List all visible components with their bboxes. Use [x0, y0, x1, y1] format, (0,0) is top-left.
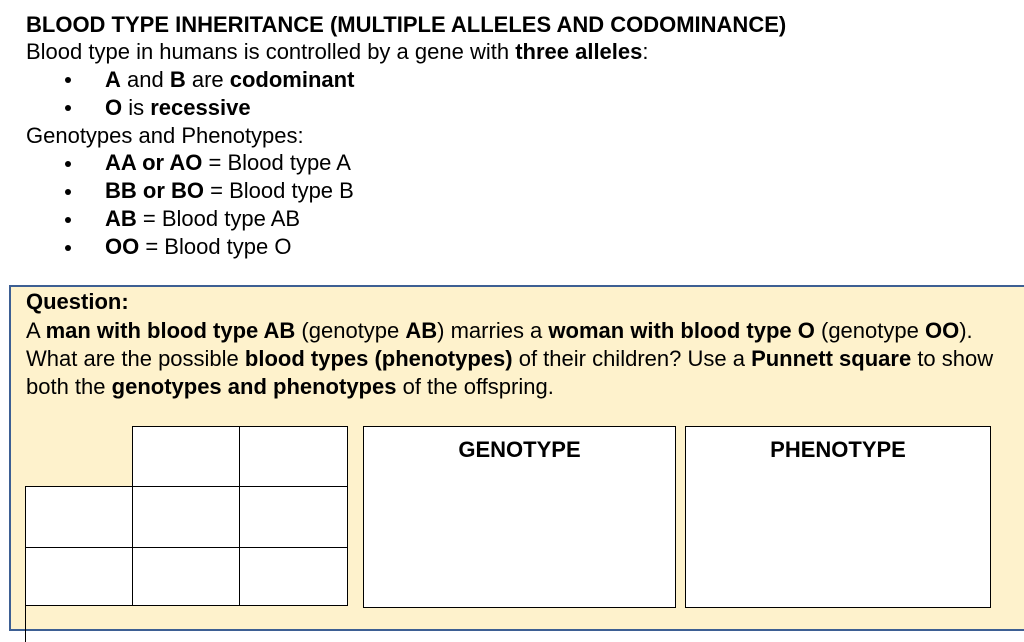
punnett-side-cell[interactable]	[25, 547, 133, 606]
punnett-header-cell[interactable]	[132, 426, 240, 487]
punnett-header-cell[interactable]	[239, 426, 348, 487]
margin-line	[25, 605, 26, 642]
punnett-cell[interactable]	[239, 486, 348, 548]
phenotype-label: PHENOTYPE	[770, 437, 906, 462]
genotype-item: AB = Blood type AB	[105, 206, 301, 231]
punnett-side-cell[interactable]	[25, 486, 133, 548]
phenotype-answer-box[interactable]	[685, 426, 991, 608]
punnett-cell[interactable]	[239, 547, 348, 606]
genotype-item: AA or AO = Blood type A	[105, 150, 351, 175]
bullet-icon	[63, 217, 73, 227]
allele-note: O is recessive	[105, 95, 251, 120]
bullet-icon	[63, 77, 73, 87]
intro-text: Blood type in humans is controlled by a gene with three alleles:	[26, 39, 649, 64]
genotypes-heading: Genotypes and Phenotypes:	[26, 123, 304, 148]
bullet-icon	[63, 105, 73, 115]
genotype-answer-box[interactable]	[363, 426, 676, 608]
question-text: A man with blood type AB (genotype AB) marries a woman with blood type O (genotype OO). What are the possible blood types (phenotypes) of their children? Use a Punnett square to show both the genotypes and phenotypes of the offspring.	[26, 318, 994, 399]
punnett-cell[interactable]	[132, 486, 240, 548]
allele-note: A and B are codominant	[105, 67, 355, 92]
genotype-label: GENOTYPE	[458, 437, 581, 462]
genotype-item: OO = Blood type O	[105, 234, 292, 259]
question-label: Question:	[26, 289, 129, 314]
bullet-icon	[63, 245, 73, 255]
bullet-icon	[63, 161, 73, 171]
page-title: BLOOD TYPE INHERITANCE (MULTIPLE ALLELES AND CODOMINANCE)	[26, 12, 787, 37]
punnett-cell[interactable]	[132, 547, 240, 606]
bullet-icon	[63, 189, 73, 199]
genotype-item: BB or BO = Blood type B	[105, 178, 354, 203]
